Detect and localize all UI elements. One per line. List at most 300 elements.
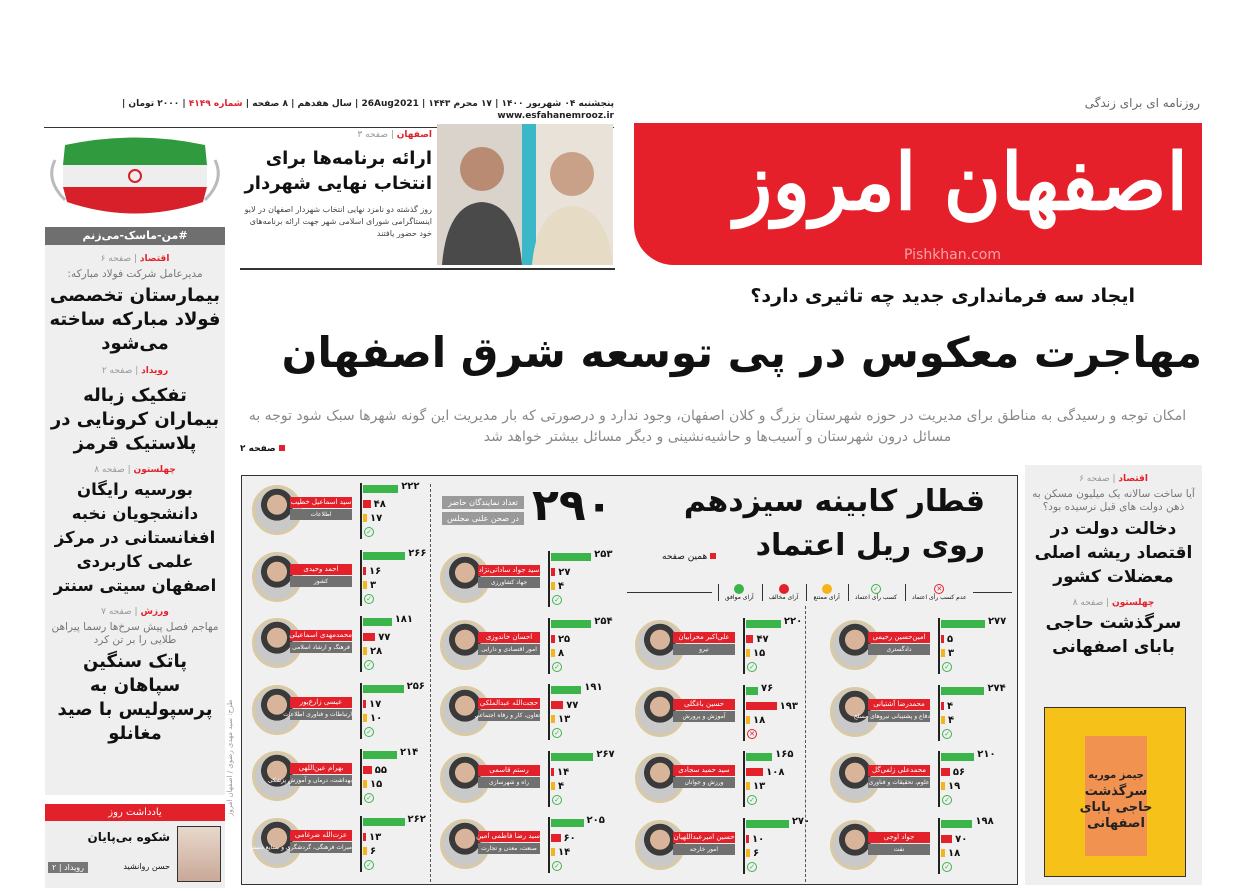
against-bar [551,568,555,576]
story-headline[interactable]: بورسیه رایگان دانشجویان نخبه افغانستانی در مرکز علمی کاربردی اصفهان سیتی سنتر [53,480,217,595]
check-icon: ✓ [552,662,562,672]
ministry-label: میراث فرهنگی، گردشگری و صنایع دستی [249,844,352,851]
divider [240,268,615,270]
abstain-bar [941,716,945,724]
against-votes: ۱۰ [752,833,765,845]
abstain-votes: ۱۵ [753,648,766,659]
axis-line [548,817,550,873]
page-ref: صفحه ۸ [1072,598,1104,608]
against-bar [363,633,375,641]
legend-label: آرای موافق [725,594,754,601]
minister-card [820,816,1010,878]
favor-bar [551,753,593,761]
minister-name: سید حمید سجادی [673,765,735,776]
axis-line [360,483,362,539]
story-subtitle: مهاجم فصل پیش سرخ‌ها رسما پیراهن طلایی را بر تن کرد [51,621,219,646]
legend-swatch [822,584,832,594]
favor-votes: ۱۹۸ [975,815,994,827]
abstain-bar [363,780,367,788]
abstain-votes: ۱۰ [370,712,383,724]
against-votes: ۵۵ [374,765,387,777]
ministry-label: تعاون، کار و رفاه اجتماعی [474,712,540,720]
axis-line [360,683,362,739]
story-headline[interactable]: ارائه برنامه‌ها برای انتخاب نهایی شهردار [244,148,432,194]
story-section: ورزش | صفحه ۷ [101,607,169,617]
favor-bar [746,753,772,761]
editorial-page-tag: رویداد | ۲ [48,862,88,873]
against-bar [551,635,555,643]
abstain-bar [551,848,555,856]
favor-bar [551,620,591,628]
against-bar [363,567,366,575]
section-label: اصفهان [396,130,432,140]
book-author: جیمز موریه [1088,770,1144,781]
against-votes: ۱۳ [369,832,382,843]
check-icon: ✓ [552,795,562,805]
minister-card [430,682,620,744]
abstain-votes: ۱۴ [558,847,571,859]
main-kicker: ایجاد سه فرمانداری جدید چه تاثیری دارد؟ [750,285,1135,307]
main-lead: امکان توجه و رسیدگی به مناطق برای مدیریت در حوزه شهرستان بزرگ و کلان اصفهان، وجود ندارد و درصورتی که بار مدیریت این گونه شهرها سبک شود توجه به مسائل درون شهرستان و آسیب‌ها و حاشیه‌نشینی و دیگر مسائل بیشتر خواهد شد [248,408,1187,445]
favor-votes: ۲۶۷ [596,748,615,760]
abstain-bar [746,782,750,790]
minister-name: سید اسماعیل خطیب [290,498,352,506]
check-icon: ✓ [552,595,562,605]
story-headline[interactable]: پاتک سنگین سپاهان به پرسپولیس با صید مغانلو [57,651,213,744]
favor-bar [551,553,591,561]
book-cover-image [1044,707,1186,877]
axis-line [360,550,362,606]
favor-bar [363,618,392,626]
story-subtitle: آیا ساخت سالانه یک میلیون مسکن به ذهن دولت های قبل نرسیده بود؟ [1032,488,1195,513]
against-bar [746,768,763,776]
favor-bar [746,620,781,628]
abstain-votes: ۳ [370,579,377,591]
favor-votes: ۲۱۴ [399,747,419,759]
main-headline[interactable]: مهاجرت معکوس در پی توسعه شرق اصفهان [281,328,1202,377]
legend-swatch [734,584,744,594]
same-page-ref [662,552,716,562]
legend-item [762,584,799,601]
abstain-bar [746,716,750,724]
axis-line [360,749,362,805]
against-votes: ۱۹۳ [779,700,798,712]
minister-name: بهرام عین‌اللهی [290,763,352,774]
minister-name: حسین باغگلی [673,699,735,710]
against-votes: ۲۵ [557,633,571,645]
favor-bar [941,820,972,828]
minister-card [625,616,815,678]
against-bar [746,835,749,843]
editorial-author: حسن روانشید [123,862,170,871]
page-ref: صفحه ۷ [101,607,132,617]
story-headline[interactable]: سرگذشت حاجی بابای اصفهانی [1045,613,1182,657]
abstain-votes: ۴ [948,714,955,726]
abstain-votes: ۱۳ [753,781,766,793]
against-bar [363,766,372,774]
page-ref [240,444,285,454]
abstain-bar [363,714,367,722]
legend-label: آرای ممتنع [813,594,840,601]
abstain-bar [551,782,555,790]
check-icon: ✓ [942,795,952,805]
attendance-label [442,496,524,528]
against-bar [941,635,944,643]
against-bar [746,702,777,710]
ministry-label: امور خارجه [673,844,735,855]
cabinet-vote-infographic [241,475,1018,885]
minister-card [242,548,432,610]
minister-name: احسان خاندوزی [478,632,540,643]
axis-line [548,751,550,807]
same-page-text: همین صفحه [662,552,708,562]
minister-name: محمدرضا آشتیانی [868,699,930,710]
minister-name: جواد اوجی [868,832,930,843]
story[interactable] [45,607,225,746]
story-section: رویداد | صفحه ۲ [101,366,169,376]
minister-card [820,616,1010,678]
abstain-votes: ۲۸ [370,646,383,658]
minister-card [242,747,432,809]
label-line: تعداد نمایندگان حاضر [442,496,524,509]
minister-card [242,681,432,743]
section-label: اقتصاد [1118,474,1148,484]
minister-name: احمد وحیدی [290,564,352,575]
minister-card [430,815,620,877]
favor-votes: ۲۷۰ [791,815,811,827]
check-icon: ✓ [747,862,757,872]
story[interactable] [1025,598,1202,659]
abstain-votes: ۶ [753,847,760,859]
abstain-bar [363,514,367,522]
check-icon: ✓ [871,584,881,594]
against-votes: ۱۴ [557,766,570,778]
check-icon: ✓ [747,662,757,672]
page-ref: صفحه ۶ [1079,474,1110,484]
story-section: اقتصاد | صفحه ۶ [1079,474,1148,484]
attendance-count: ۲۹۰ [532,480,613,531]
x-icon: ✕ [934,584,944,594]
against-bar [363,833,366,841]
legend-item [806,584,839,601]
check-icon: ✓ [552,861,562,871]
abstain-votes: ۱۹ [948,781,961,793]
ministry-label: نفت [868,844,930,855]
against-votes: ۴۸ [373,499,386,510]
abstain-votes: ۳ [948,648,955,659]
ministry-label: اطلاعات [290,509,352,520]
editorial-box[interactable] [45,804,225,888]
check-icon: ✓ [364,660,374,670]
against-bar [551,768,554,776]
against-votes: ۵ [947,634,954,645]
issue-number: شماره ۴۱۴۹ [188,99,243,109]
favor-bar [363,751,397,759]
abstain-bar [363,581,367,589]
logo-text: اصفهان امروز [734,137,1188,228]
minister-card [430,749,620,811]
legend-item [848,584,897,601]
abstain-votes: ۱۸ [753,714,766,726]
x-icon: ✕ [747,729,757,739]
favor-bar [941,620,985,628]
story-headline[interactable]: دخالت دولت در اقتصاد ریشه اصلی معضلات کشور [1034,519,1193,587]
page-ref: صفحه ۳ [357,130,388,140]
minister-card [430,616,620,678]
axis-line [743,751,745,807]
against-votes: ۵۶ [952,767,966,779]
axis-line [548,551,550,607]
axis-line [938,818,940,874]
legend-item [905,584,967,601]
check-icon: ✓ [942,862,952,872]
abstain-votes: ۶ [370,846,377,857]
against-votes: ۷۷ [378,632,391,644]
legend-label: کسب رأی اعتماد [854,594,898,601]
top-story[interactable] [240,130,432,240]
axis-line [938,618,940,674]
favor-votes: ۱۸۱ [394,614,414,626]
section-label: چهلستون [1112,598,1155,608]
page-ref: صفحه ۶ [100,254,132,264]
story-section: چهلستون | صفحه ۸ [94,465,176,475]
infographic-credit: طرح: سید مهدی رضوی / اصفهان امروز [226,700,234,817]
author-photo [177,826,221,882]
favor-votes: ۱۹۱ [584,682,603,694]
favor-bar [746,687,758,695]
minister-card [242,814,432,876]
page-ref: صفحه ۸ [94,465,125,475]
abstain-bar [941,782,945,790]
ministry-label: بهداشت، درمان و آموزش پزشکی [267,777,352,785]
favor-votes: ۲۰۵ [586,815,605,827]
minister-name: سید جواد ساداتی‌نژاد [478,566,540,574]
minister-name: حسین امیرعبداللهیان [673,832,735,841]
axis-line [548,618,550,674]
ministry-label: آموزش و پرورش [673,711,735,722]
favor-votes: ۲۵۴ [594,615,613,627]
abstain-bar [551,582,555,590]
minister-card [242,481,432,543]
ministry-label: راه و شهرسازی [478,777,540,788]
ministry-label: جهاد کشاورزی [478,577,540,588]
ministry-label: ارتباطات و فناوری اطلاعات [283,710,352,718]
minister-name: حجت‌الله عبدالملکی [479,699,539,708]
ministry-label: امور اقتصادی و دارایی [478,644,540,655]
favor-bar [363,818,405,826]
axis-line [548,684,550,740]
against-votes: ۴ [947,700,954,712]
candidates-photo [437,124,613,265]
minister-name: علی‌اکبر محرابیان [673,632,735,643]
tagline: روزنامه ای برای زندگی [1084,96,1200,110]
abstain-votes: ۱۵ [370,779,383,791]
infographic-title [684,480,985,568]
minister-name: امین‌حسین رحیمی [868,632,930,643]
favor-bar [363,685,404,693]
ministry-label: فرهنگ و ارشاد اسلامی [290,642,352,653]
abstain-bar [746,649,750,657]
favor-votes: ۲۵۶ [406,680,425,692]
favor-votes: ۲۲۰ [783,616,803,627]
ministry-label: کشور [290,576,352,587]
abstain-bar [363,847,367,855]
ministry-label: ورزش و جوانان [673,777,735,788]
favor-votes: ۲۷۴ [987,682,1006,694]
ministry-label: نیرو [673,644,735,655]
section-label: ورزش [140,607,169,617]
check-icon: ✓ [364,727,374,737]
red-square-icon [279,445,285,451]
favor-votes: ۲۲۲ [401,481,420,492]
story-subtitle: مدیرعامل شرکت فولاد مبارکه: [67,268,203,280]
axis-line [360,816,362,872]
against-bar [551,701,563,709]
against-votes: ۴۷ [756,634,769,645]
minister-card [820,749,1010,811]
editorial-label: یادداشت روز [45,804,225,821]
favor-votes: ۷۶ [761,682,774,694]
minister-card [625,683,815,745]
watermark: Pishkhan.com [904,247,1001,263]
axis-line [743,618,745,674]
newspaper-logo [634,123,1202,265]
minister-card [430,549,620,611]
price-website: | ۲۰۰۰ تومان | www.esfahanemrooz.ir [122,99,614,121]
abstain-votes: ۴ [558,581,565,592]
against-bar [746,635,753,643]
favor-bar [551,686,581,694]
favor-bar [941,753,974,761]
axis-line [743,685,745,741]
ministry-label: دفاع و پشتیبانی نیروهای مسلح [853,712,930,720]
against-votes: ۱۶ [369,565,382,577]
abstain-votes: ۱۳ [558,714,571,726]
favor-votes: ۱۶۵ [775,749,794,761]
axis-line [743,818,745,874]
story-headline[interactable]: تفکیک زباله بیماران کرونایی در پلاستیک قرمز [50,385,220,454]
minister-name: عزت‌الله ضرغامی [290,830,352,841]
against-bar [363,700,366,708]
minister-name: سید رضا فاطمی امین [476,832,540,841]
flag-mask-image [45,130,225,222]
minister-card [242,614,432,676]
label-line: در صحن علنی مجلس [442,512,524,525]
ministry-label: دادگستری [868,644,930,655]
favor-bar [746,820,789,828]
editorial-title[interactable]: شکوه بی‌پایان [87,830,170,844]
favor-votes: ۲۶۶ [408,547,427,559]
red-square-icon [710,553,716,559]
check-icon: ✓ [364,527,374,537]
story-section: اقتصاد | صفحه ۶ [100,254,170,264]
legend-swatch [779,584,789,594]
story-section: اصفهان | صفحه ۳ [357,130,432,140]
axis-line [360,616,362,672]
favor-votes: ۲۷۷ [987,616,1007,627]
minister-name: رستم قاسمی [478,765,540,776]
legend [712,584,973,601]
minister-name: محمدمهدی اسماعیلی [289,631,352,640]
against-bar [941,835,952,843]
favor-bar [363,485,398,493]
against-votes: ۶۰ [563,833,576,845]
favor-votes: ۲۱۰ [977,749,996,761]
title-line: روی ریل اعتماد [755,528,985,563]
story[interactable] [45,254,225,356]
against-votes: ۷۷ [566,700,579,712]
against-bar [551,834,561,842]
abstain-bar [551,715,555,723]
abstain-votes: ۴ [558,780,565,792]
minister-card [625,816,815,878]
page-ref: صفحه ۲ [101,366,133,376]
section-label: چهلستون [133,465,176,475]
book-cover-text [1065,768,1167,832]
hashtag-banner: #من-ماسک-می‌زنم [45,227,225,245]
abstain-bar [941,849,945,857]
against-bar [941,768,950,776]
story[interactable] [45,465,225,598]
favor-bar [363,552,405,560]
date-text: پنجشنبه ۰۴ شهریور ۱۴۰۰ | ۱۷ محرم ۱۴۴۳ | 26Aug2021 | سال هفدهم | ۸ صفحه | [242,99,614,109]
against-bar [363,500,371,508]
story-section: چهلستون | صفحه ۸ [1072,598,1155,608]
title-line: قطار کابینه سیزدهم [683,484,985,519]
favor-votes: ۲۶۲ [407,814,426,825]
story[interactable] [45,366,225,456]
page-ref-text: صفحه ۲ [240,444,276,454]
section-label: اقتصاد [139,254,170,264]
favor-votes: ۲۵۳ [594,549,613,560]
story-headline[interactable]: بیمارستان تخصصی فولاد مبارکه ساخته می‌شود [49,285,221,354]
story[interactable] [1025,474,1202,589]
ministry-label: علوم، تحقیقات و فناوری [868,779,930,787]
ministry-label: صنعت، معدن و تجارت [478,843,540,854]
section-label: رویداد [141,366,169,376]
check-icon: ✓ [747,795,757,805]
abstain-votes: ۱۷ [370,513,383,524]
check-icon: ✓ [364,594,374,604]
book-title: سرگذشت حاجی بابای اصفهانی [1079,784,1153,831]
left-column [45,245,225,795]
abstain-bar [941,649,945,657]
abstain-votes: ۱۸ [948,847,961,859]
against-votes: ۱۷ [369,698,382,710]
favor-bar [941,687,984,695]
legend-item [718,584,754,601]
legend-label: عدم کسب رأی اعتماد [912,594,967,601]
story-body: روز گذشته دو نامزد نهایی انتخاب شهردار اصفهان در لایو اینستاگرامی شورای اسلامی شهر جهت ارائه برنامه‌های خود حضور یافتند [244,205,432,238]
minister-name: محمدعلی زلفی‌گل [868,765,930,776]
check-icon: ✓ [364,860,374,870]
against-votes: ۲۷ [558,567,571,578]
minister-name: عیسی زارع‌پور [290,697,352,708]
axis-line [938,685,940,741]
against-votes: ۱۰۸ [766,767,785,779]
check-icon: ✓ [942,662,952,672]
check-icon: ✓ [364,793,374,803]
against-bar [941,702,944,710]
legend-label: آرای مخالف [768,594,799,601]
check-icon: ✓ [942,729,952,739]
abstain-bar [551,649,555,657]
minister-card [820,683,1010,745]
abstain-votes: ۸ [558,647,565,659]
abstain-bar [746,849,750,857]
minister-card [625,749,815,811]
abstain-bar [363,647,367,655]
